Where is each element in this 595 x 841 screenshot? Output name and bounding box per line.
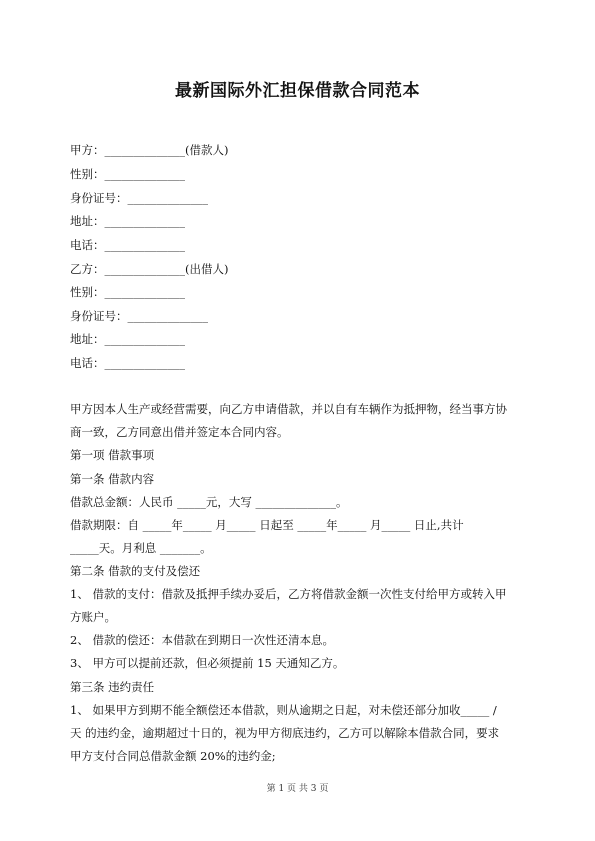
party-b-name-field: 乙方：______________(出借人) bbox=[70, 262, 229, 276]
clause-2-1-line-1: 1、 借款的支付：借款及抵押手续办妥后，乙方将借款金额一次性支付给甲方或转入甲 bbox=[70, 587, 507, 601]
party-b-address-field: 地址：______________ bbox=[70, 332, 185, 346]
party-a-phone-field: 电话：______________ bbox=[70, 238, 185, 252]
party-a-name-field: 甲方：______________(借款人) bbox=[70, 143, 229, 157]
party-a-gender-field: 性别：______________ bbox=[70, 167, 185, 181]
party-b-phone-field: 电话：______________ bbox=[70, 356, 185, 370]
clause-2-2: 2、 借款的偿还：本借款在到期日一次性还清本息。 bbox=[70, 633, 334, 647]
document-title: 最新国际外汇担保借款合同范本 bbox=[175, 81, 420, 101]
section-heading-item-1: 第一项 借款事项 bbox=[70, 448, 155, 462]
party-b-id-field: 身份证号：______________ bbox=[70, 309, 208, 323]
clause-3-1-line-3: 甲方支付合同总借款金额 20%的违约金; bbox=[70, 749, 276, 763]
party-a-address-field: 地址：______________ bbox=[70, 214, 185, 228]
page-number-footer: 第 1 页 共 3 页 bbox=[266, 784, 329, 794]
clause-2-3: 3、 甲方可以提前还款，但必须提前 15 天通知乙方。 bbox=[70, 656, 345, 670]
clause-3-1-line-1: 1、 如果甲方到期不能全额偿还本借款，则从逾期之日起，对未偿还部分加收_____ / bbox=[70, 703, 497, 717]
loan-amount-line: 借款总金额：人民币 _____元，大写 ______________。 bbox=[70, 495, 348, 509]
party-b-gender-field: 性别：______________ bbox=[70, 285, 185, 299]
intro-paragraph-line-1: 甲方因本人生产或经营需要，向乙方申请借款，并以自有车辆作为抵押物，经当事方协 bbox=[70, 402, 507, 416]
article-2-heading: 第二条 借款的支付及偿还 bbox=[70, 564, 201, 578]
loan-period-line-1: 借款期限：自 _____年_____ 月_____ 日起至 _____年_____ 月_____ 日止,共计 bbox=[70, 518, 464, 532]
article-3-heading: 第三条 违约责任 bbox=[70, 680, 155, 694]
intro-paragraph-line-2: 商一致，乙方同意出借并签定本合同内容。 bbox=[70, 425, 289, 439]
clause-3-1-line-2: 天 的违约金，逾期超过十日的，视为甲方彻底违约，乙方可以解除本借款合同，要求 bbox=[70, 726, 500, 740]
party-a-id-field: 身份证号：______________ bbox=[70, 191, 208, 205]
article-1-heading: 第一条 借款内容 bbox=[70, 472, 155, 486]
clause-2-1-line-2: 方账户。 bbox=[70, 610, 116, 624]
loan-period-line-2: _____天。月利息 _______。 bbox=[70, 541, 212, 555]
